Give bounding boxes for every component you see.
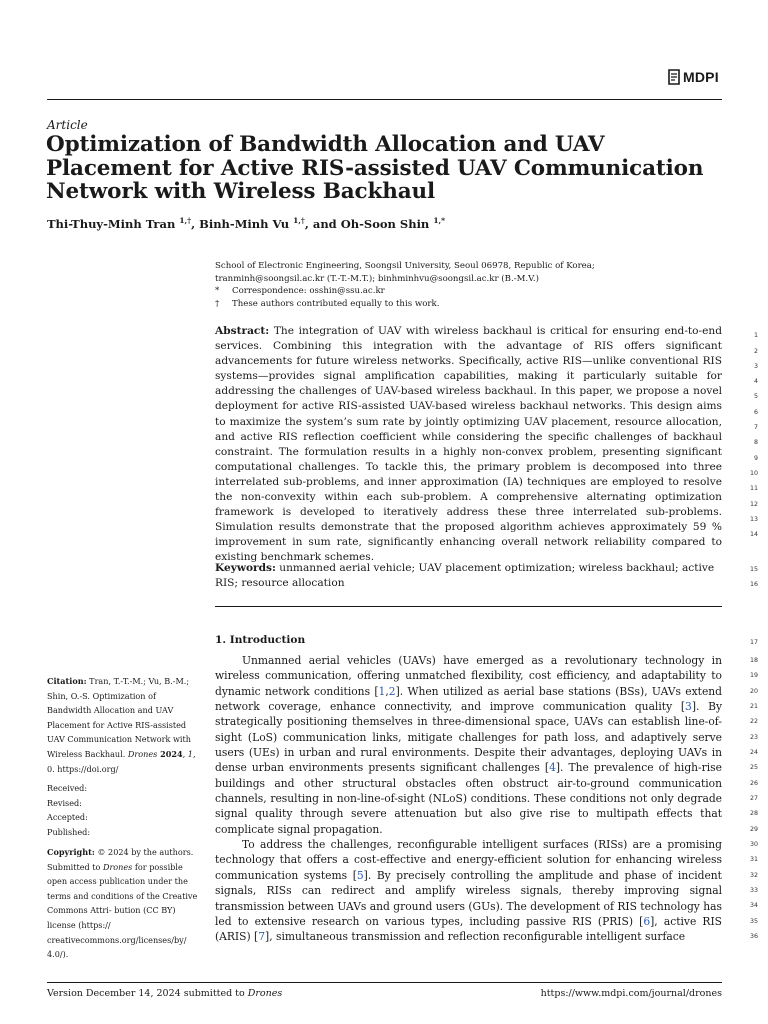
line-number: 11	[749, 485, 758, 492]
line-number: 23	[749, 734, 758, 741]
dates-block	[47, 781, 202, 839]
mdpi-logo-icon	[667, 69, 681, 85]
line-number: 7	[753, 424, 758, 431]
author-affil-mark: 1,†	[293, 216, 305, 225]
line-number: 33	[749, 887, 758, 894]
citation-link[interactable]: 7	[258, 930, 266, 944]
paragraph: Unmanned aerial vehicles (UAVs) have emerged as a revolutionary technology in wireless communication, offering unmatched flexibility, cost efficiency, and adaptability to dynamic network conditions [1,2]. When utilized as aerial base stations (BSs), UAVs extend network coverage, enhance connectivity, and improve communication quality [3]. By strategically positioning themselves in three-dimensional space, UAVs can establish line-of-sight (LoS) communication links, mitigate challenges for path loss, and adaptively serve users (UEs) in urban and rural environments. Despite their advantages, deploying UAVs in dense urban environments presents significant challenges [4]. The prevalence of high-rise buildings and other structural obstacles often obstruct air-to-ground communication channels, resulting in non-line-of-sight (NLoS) conditions. These conditions not only degrade signal quality through severe attenuation but also give rise to multipath effects that complicate signal propagation.	[215, 654, 722, 836]
correspondence-note: * Correspondence: osshin@ssu.ac.kr	[215, 286, 385, 296]
received-date: Received:	[47, 783, 88, 793]
line-number: 19	[749, 672, 758, 679]
revised-date: Revised:	[47, 797, 82, 808]
line-number: 17	[749, 639, 758, 646]
line-number: 14	[749, 531, 758, 538]
line-number: 15	[749, 566, 758, 573]
line-number: 25	[749, 764, 758, 771]
line-number: 30	[749, 841, 758, 848]
author-name: Thi-Thuy-Minh Tran	[47, 216, 176, 231]
line-number: 12	[749, 501, 758, 508]
article-type: Article	[47, 118, 88, 132]
line-number: 13	[749, 516, 758, 523]
abstract-text: The integration of UAV with wireless backhaul is critical for ensuring end-to-end services. Combining this integration with the advantage of RIS offers significant advancements for future wireless networks. Specifically, active RIS—unlike conventional RIS systems—provides signal amplification capabilities, making it particularly suitable for addressing the challenges of UAV-based wireless backhaul. In this paper, we propose a novel deployment for active RIS-assisted UAV-based wireless backhaul networks. This design aims to maximize the system’s sum rate by jointly optimizing UAV placement, resource allocation, and active RIS reflection coefficient while considering the specific challenges of backhaul constraint. The formulation results in a highly non-convex problem, presenting significant computational challenges. To tackle this, the primary problem is decomposed into three interrelated sub-problems, and inner approximation (IA) techniques are employed to resolve the non-convexity within each sub-problem. A comprehensive alternating optimization framework is developed to iteratively address these three interrelated sub-problems. Simulation results demonstrate that the proposed algorithm achieves approximately 59 % improvement in sum rate, significantly enhancing overall network reliability compared to existing benchmark schemes.	[215, 325, 722, 564]
line-number: 1	[753, 332, 758, 339]
citation-label: Citation:	[47, 676, 87, 686]
abstract-rule	[215, 606, 722, 607]
author-affil-mark: 1,†	[179, 216, 192, 225]
line-number: 28	[749, 810, 758, 817]
footer-version: Version December 14, 2024 submitted to Drones	[47, 988, 283, 999]
citation-link[interactable]: 1	[378, 684, 386, 698]
accepted-date: Accepted:	[47, 812, 88, 823]
footer-rule	[47, 982, 722, 983]
line-number: 21	[749, 703, 758, 710]
line-number: 36	[749, 933, 758, 940]
line-number: 24	[749, 749, 758, 756]
citation-link[interactable]: 2	[388, 684, 396, 698]
footer-journal-url[interactable]: https://www.mdpi.com/journal/drones	[540, 988, 722, 999]
paragraph: To address the challenges, reconfigurable intelligent surfaces (RISs) are a promising technology that offers a cost-effective and energy-efficient solution for enhancing wireless communication systems [5]. By precisely controlling the amplitude and phase of incident signals, RISs can redirect and amplify wireless signals, thereby improving signal transmission between UAVs and ground users (GUs). The development of RIS technology has led to extensive research on various types, including passive RIS (PRIS) [6], active RIS (ARIS) [7], simultaneous transmission and reflection reconfigurable intelligent surface	[215, 838, 722, 944]
copyright-block: Copyright: © 2024 by the authors. Submitted to Drones for possible open access publication under the terms and conditions of the Creative Commons Attri- bution (CC BY) license (https:// creativecommons.org/licenses/by/ 4.0/).	[47, 847, 198, 960]
line-number: 32	[749, 872, 758, 879]
equal-contribution-note: † These authors contributed equally to this work.	[215, 298, 440, 309]
line-number: 9	[753, 455, 758, 462]
affiliation-line: School of Electronic Engineering, Soongsil University, Seoul 06978, Republic of Korea;	[215, 261, 595, 271]
affiliations	[215, 260, 725, 310]
line-number: 16	[749, 581, 758, 588]
copyright-label: Copyright:	[47, 847, 95, 857]
author-affil-mark: 1,*	[433, 216, 446, 225]
header-rule	[47, 99, 722, 100]
line-number: 4	[753, 378, 758, 385]
paper-title: Optimization of Bandwidth Allocation and UAV Placement for Active RIS-assisted UAV Communication Network with Wireless Backhaul	[46, 132, 704, 204]
mdpi-logo	[667, 62, 724, 92]
abstract	[215, 324, 722, 566]
section-heading: 1. Introduction	[215, 634, 306, 646]
line-number: 2	[753, 348, 758, 355]
line-number: 20	[749, 688, 758, 695]
line-number: 18	[749, 657, 758, 664]
line-number: 3	[753, 363, 758, 370]
author-name: Binh-Minh Vu	[199, 216, 290, 231]
line-number: 5	[753, 393, 758, 400]
author-list: Thi-Thuy-Minh Tran $^{1,\dagger}$, Binh-Minh Vu $^{1,\dagger}$, and Oh-Soon Shin $^{1,*}$	[47, 216, 446, 231]
citation-link[interactable]: 6	[643, 914, 651, 928]
affiliation-emails: tranminh@soongsil.ac.kr (T.-T.-M.T.); binhminhvu@soongsil.ac.kr (B.-M.V.)	[215, 273, 539, 284]
keywords	[215, 561, 722, 591]
line-number: 31	[749, 856, 758, 863]
published-date: Published:	[47, 826, 91, 837]
line-number: 8	[753, 439, 758, 446]
line-number: 6	[753, 409, 758, 416]
line-number: 22	[749, 718, 758, 725]
line-number: 26	[749, 780, 758, 787]
citation-block: Citation: Tran, T.-T.-M.; Vu, B.-M.; Shin, O.-S. Optimization of Bandwidth Allocation and UAV Placement for Active RIS-assisted UAV Communication Network with Wireless Backhaul. Drones 2024, 1, 0. https://doi.org/	[47, 676, 196, 774]
citation-link[interactable]: 3	[685, 700, 692, 714]
mdpi-logo-text: MDPI	[683, 69, 719, 85]
keywords-text: unmanned aerial vehicle; UAV placement optimization; wireless backhaul; active RIS; resource allocation	[215, 562, 715, 590]
keywords-label: Keywords:	[215, 562, 276, 574]
author-name: Oh-Soon Shin	[340, 216, 430, 231]
line-number: 34	[749, 902, 758, 909]
citation-link[interactable]: 5	[356, 868, 364, 882]
line-number: 29	[749, 826, 758, 833]
line-number: 35	[749, 918, 758, 925]
line-number: 27	[749, 795, 758, 802]
line-number: 10	[749, 470, 758, 477]
section-body	[215, 653, 722, 945]
citation-link[interactable]: 4	[549, 761, 556, 775]
abstract-label: Abstract:	[215, 325, 270, 337]
